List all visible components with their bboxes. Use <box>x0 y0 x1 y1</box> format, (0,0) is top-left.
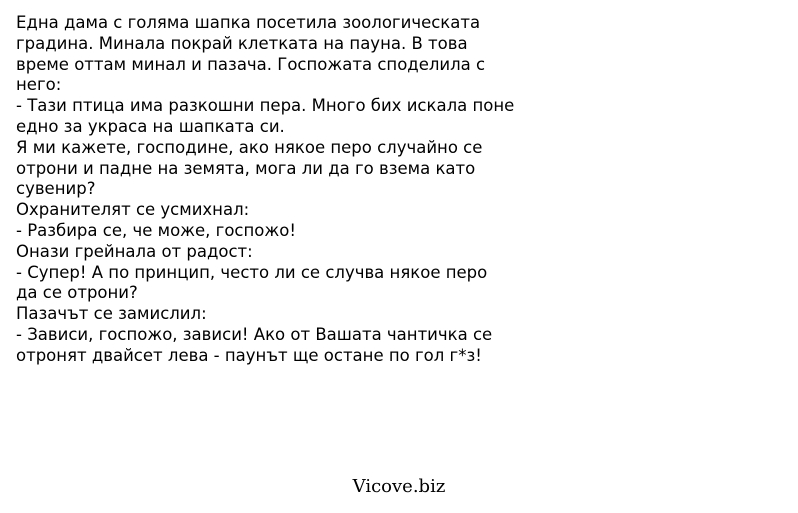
joke-line: - Разбира се, че може, госпожо! <box>16 220 296 240</box>
joke-line: - Супер! А по принцип, често ли се случва някое перо <box>16 262 488 282</box>
joke-line: Онази грейнала от радост: <box>16 241 253 261</box>
joke-line: Я ми кажете, господине, ако някое перо случайно се <box>16 137 483 157</box>
site-watermark: Vicove.biz <box>352 476 446 497</box>
joke-line: Охранителят се усмихнал: <box>16 200 250 220</box>
joke-line: - Зависи, госпожо, зависи! Ако от Вашата чантичка се <box>16 324 493 344</box>
joke-text <box>16 13 786 367</box>
joke-line: време оттам минал и пазача. Госпожата споделила с <box>16 54 486 74</box>
joke-line: сувенир? <box>16 179 96 199</box>
joke-line: отрони и падне на земята, мога ли да го взема като <box>16 158 476 178</box>
joke-line: Една дама с голяма шапка посетила зоологическата <box>16 13 481 32</box>
joke-line: градина. Минала покрай клетката на пауна. В това <box>16 33 468 53</box>
joke-line: едно за украса на шапката си. <box>16 116 285 136</box>
joke-line: да се отрони? <box>16 283 138 303</box>
joke-line: отронят двайсет лева - паунът ще остане по гол г*з! <box>16 345 482 365</box>
joke-line: Пазачът се замислил: <box>16 304 207 324</box>
joke-line: - Тази птица има разкошни пера. Много бих искала поне <box>16 96 515 116</box>
joke-line: него: <box>16 75 62 95</box>
